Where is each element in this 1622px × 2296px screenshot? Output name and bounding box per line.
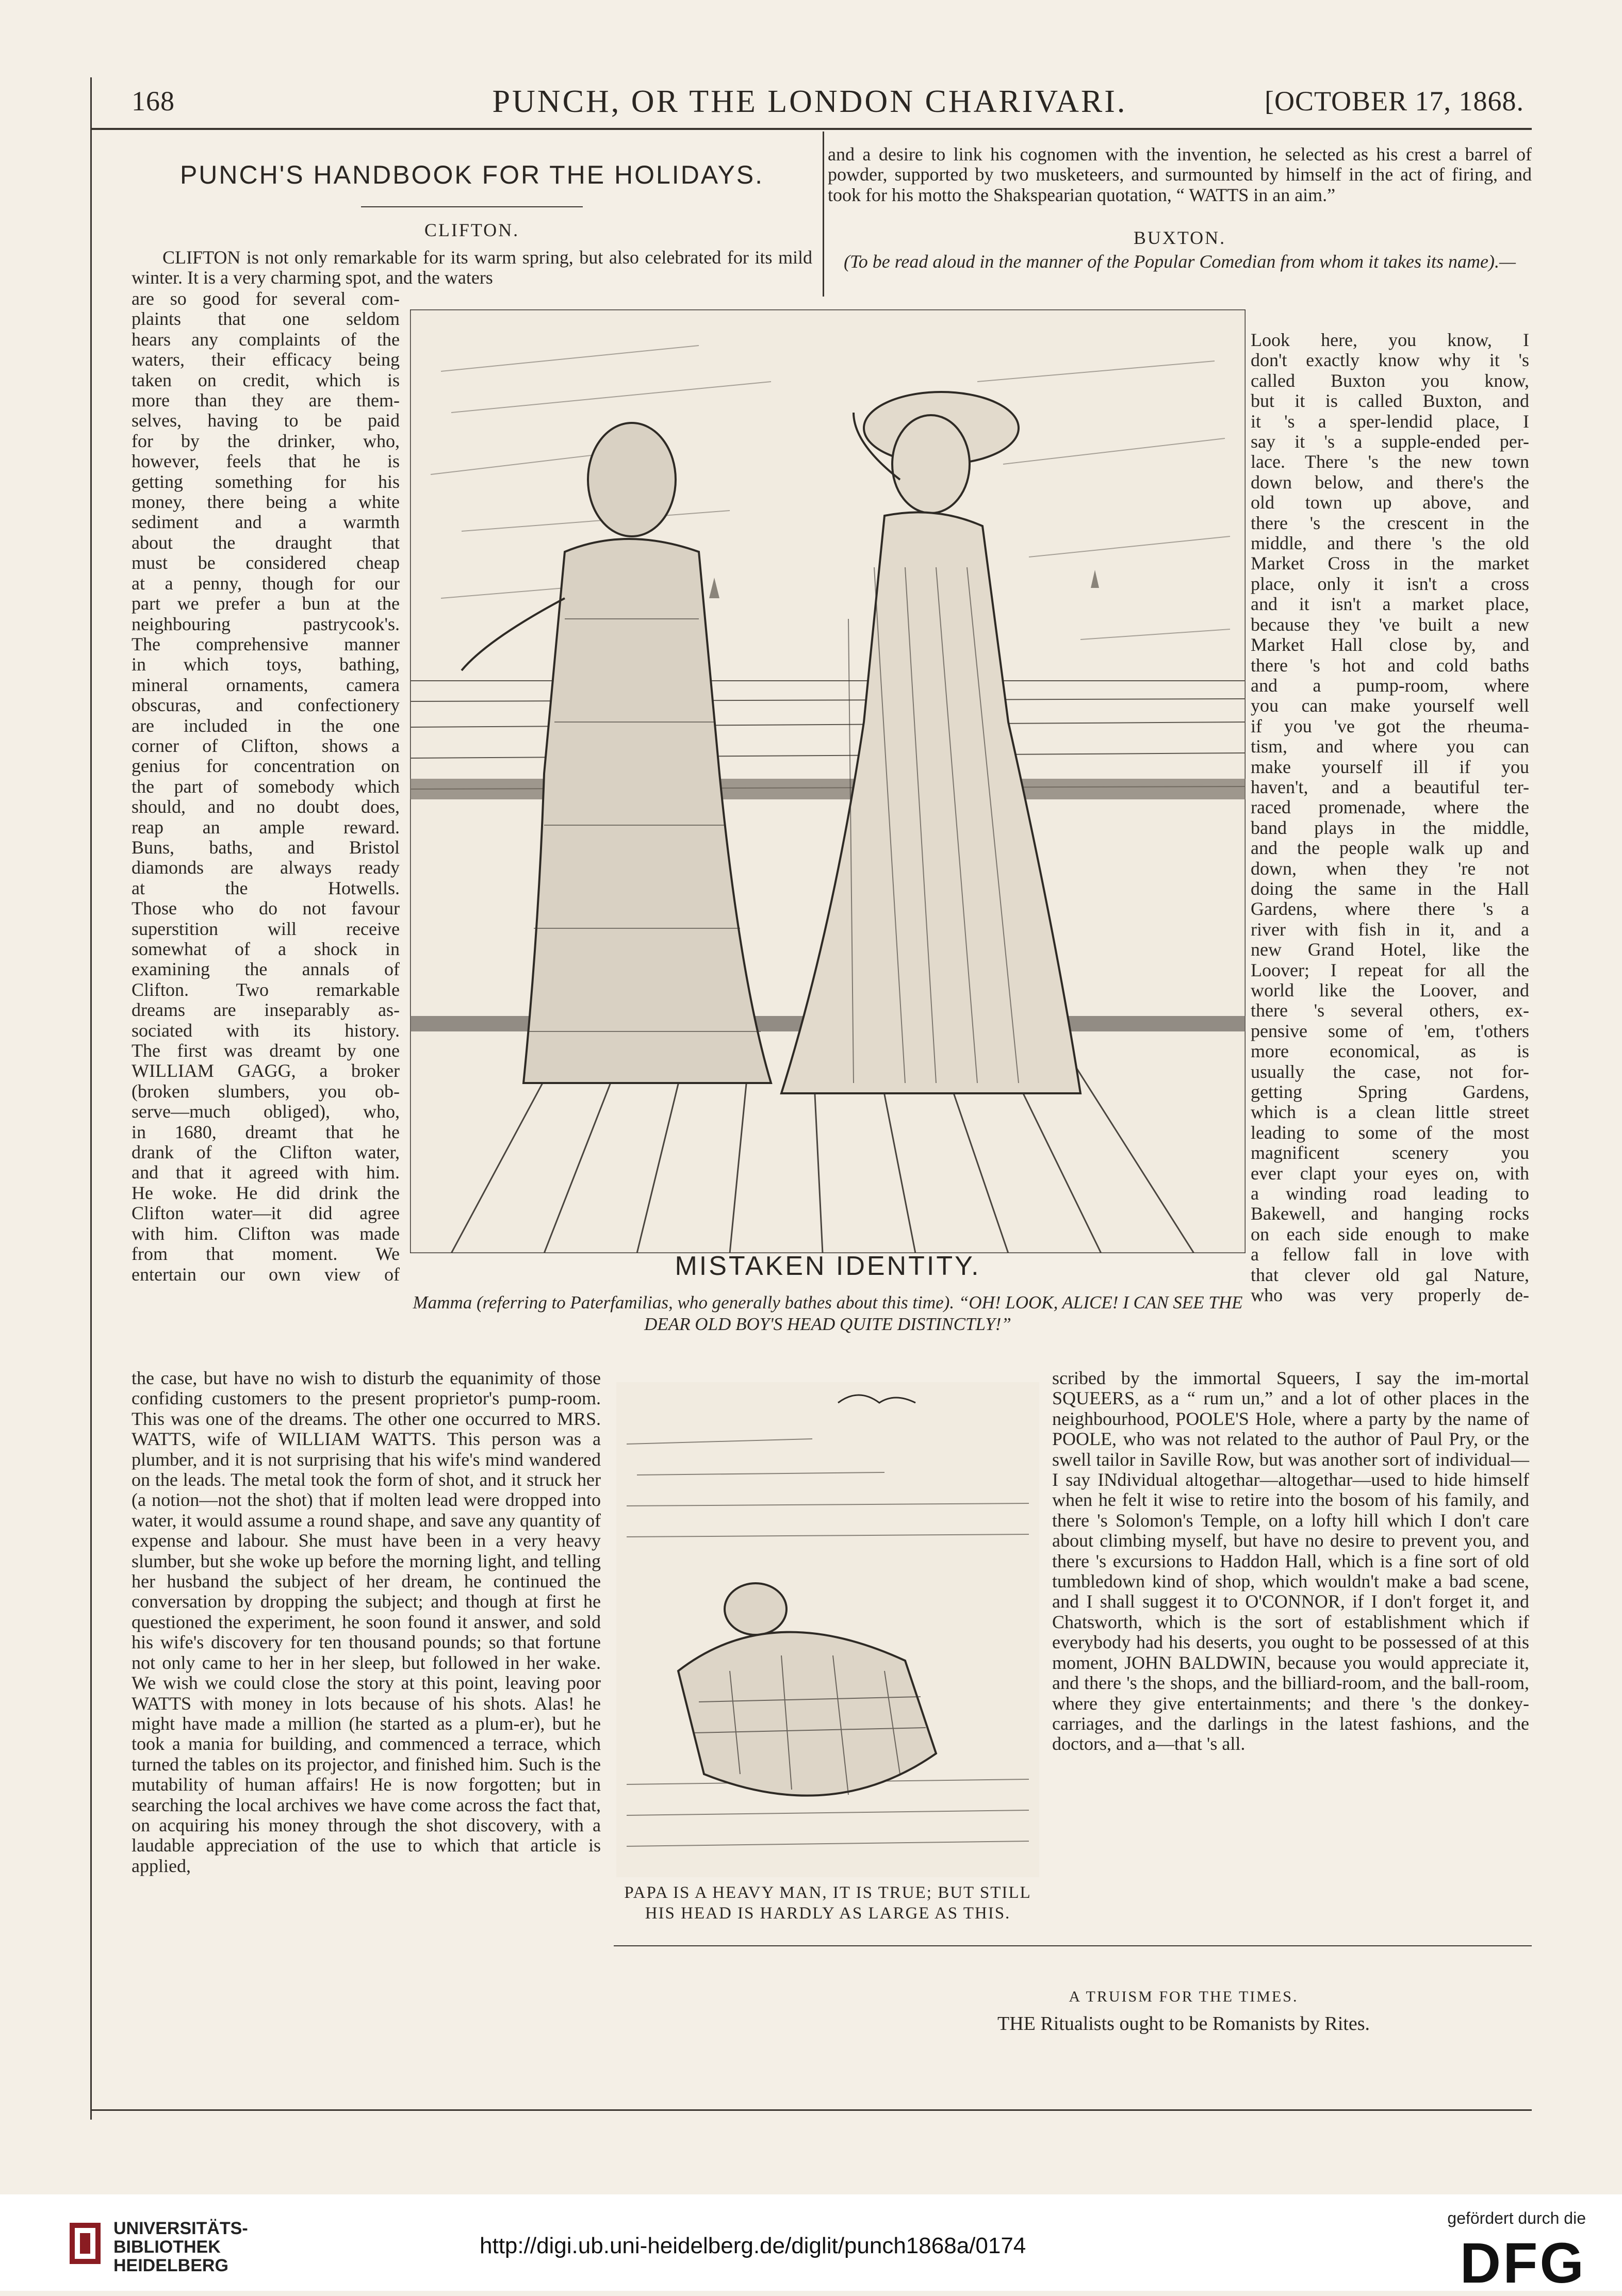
column-line: and a pump-room, where [1251,675,1529,696]
column-line: down below, and there's the [1251,472,1529,493]
column-line: a winding road leading to [1251,1184,1529,1204]
column-line: entertain our own view of [132,1264,400,1285]
page-header [90,77,1529,126]
watts-continuation: and a desire to link his cognomen with the invention, he selected as his crest a barrel of powder, supported by two musketeers, and surmounted by himself in the act of firing, and took for his motto the Shakspearian quotation, “ WATTS in an aim.” [828,144,1532,205]
header-rule [90,128,1532,130]
heavy-head-illustration [616,1382,1039,1877]
column-line: that clever old gal Nature, [1251,1265,1529,1285]
column-line: and that it agreed with him. [132,1162,400,1183]
column-line: are included in the one [132,715,400,736]
column-line: Those who do not favour [132,898,400,919]
column-line: diamonds are always ready [132,858,400,878]
column-line: Gardens, where there 's a [1251,899,1529,920]
column-line: Loover; I repeat for all the [1251,960,1529,980]
buxton-column [1251,330,1529,1306]
column-line: more economical, as is [1251,1041,1529,1062]
column-line: there 's the crescent in the [1251,513,1529,533]
column-line: say it 's a supple-ended per- [1251,432,1529,452]
column-line: in which toys, bathing, [132,654,400,675]
column-line: doing the same in the Hall [1251,878,1529,899]
column-line: corner of Clifton, shows a [132,735,400,756]
column-line: superstition will receive [132,919,400,939]
truism-title: A TRUISM FOR THE TIMES. [1069,1988,1299,2005]
column-line: plaints that one seldom [132,309,400,330]
column-line: must be considered cheap [132,553,400,573]
column-line: serve—much obliged), who, [132,1102,400,1122]
column-line: genius for concentration on [132,756,400,777]
column-line: taken on credit, which is [132,370,400,390]
column-line: from that moment. We [132,1244,400,1265]
clifton-title: CLIFTON. [424,220,520,240]
column-line: a fellow fall in love with [1251,1244,1529,1265]
column-line: haven't, and a beautiful ter- [1251,777,1529,797]
engraving-bathing-machine-head [616,1382,1039,1877]
column-line: The comprehensive manner [132,634,400,654]
bottom-rule [90,2109,1532,2111]
column-line: Bakewell, and hanging rocks [1251,1204,1529,1224]
column-line: tism, and where you can [1251,736,1529,757]
column-line: it 's a sper-lendid place, I [1251,411,1529,432]
column-line: about the draught that [132,532,400,553]
column-line: getting Spring Gardens, [1251,1082,1529,1103]
column-line: the part of somebody which [132,776,400,797]
column-line: waters, their efficacy being [132,350,400,370]
column-line: ever clapt your eyes on, with [1251,1163,1529,1184]
buxton-lower: scribed by the immortal Squeers, I say the im-mortal SQUEERS, as a “ rum un,” and a lot of other places in the neighbourhood, POOLE'S Hole, where a party by the name of POOLE, who was not related to the author of Paul Pry, or the swell tailor in Saville Row, but was another sort of individual—I say INdividual altogethar—altogethar—used to hide himself when he felt it wise to retire into the bosom of his family, and there 's Solomon's Temple, on a lofty hill which I don't care about climbing myself, but have no desire to prevent you, and there 's excursions to Haddon Hall, which is a fine sort of old tumbledown kind of shop, which wouldn't make a bad scene, and I shall suggest it to O'CONNOR, if I don't forget it, and Chatsworth, which is the sort of establishment which if everybody had his deserts, you ought to be possessed of at this moment, JOHN BALDWIN, because you would appreciate it, and there 's the shops, and the billiard-room, and the ball-room, where they give entertainments; and there 's the donkey-carriages, and the darlings in the latest fashions, and the doctors, and a—that 's all. [1052,1368,1529,1754]
institution-name: UNIVERSITÄTS- BIBLIOTHEK HEIDELBERG [113,2219,248,2275]
column-line: who was very properly de- [1251,1285,1529,1306]
university-logo-icon [67,2220,103,2267]
column-line: don't exactly know why it 's [1251,350,1529,371]
column-line: part we prefer a bun at the [132,594,400,614]
column-line: Clifton water—it did agree [132,1203,400,1224]
column-line: should, and no doubt does, [132,797,400,817]
column-line: hears any complaints of the [132,329,400,350]
column-line: more than they are them- [132,390,400,411]
column-line: Buns, baths, and Bristol [132,837,400,858]
column-line: in 1680, dreamt that he [132,1122,400,1142]
column-line: down, when they 're not [1251,858,1529,879]
clifton-intro: CLIFTON is not only remarkable for its warm spring, but also celebrated for its mild winter. It is a very charming spot, and the waters [132,247,812,288]
column-line: on each side enough to make [1251,1224,1529,1244]
column-line: at the Hotwells. [132,878,400,898]
column-line: somewhat of a shock in [132,939,400,959]
column-line: and it isn't a market place, [1251,594,1529,615]
column-line: because they 've built a new [1251,614,1529,635]
issue-date: [OCTOBER 17, 1868. [1264,86,1524,117]
column-line: middle, and there 's the old [1251,533,1529,554]
column-line: reap an ample reward. [132,817,400,838]
column-line: pensive some of 'em, t'others [1251,1021,1529,1041]
column-line: with him. Clifton was made [132,1223,400,1244]
column-line: river with fish in it, and a [1251,919,1529,940]
cartoon-caption: Mamma (referring to Paterfamilias, who generally bathes about this time). “OH! LOOK, ALICE! I CAN SEE THE DEAR OLD BOY'S HEAD QUITE DISTINCTLY!” [413,1292,1243,1334]
column-line: band plays in the middle, [1251,817,1529,838]
truism-text: THE Ritualists ought to be Romanists by Rites. [997,2013,1370,2035]
column-line: money, there being a white [132,492,400,513]
cartoon-title: MISTAKEN IDENTITY. [675,1251,981,1281]
lower-rule [614,1945,1532,1946]
column-line: selves, having to be paid [132,411,400,431]
column-line: getting something for his [132,471,400,492]
column-line: magnificent scenery you [1251,1143,1529,1163]
column-line: you can make yourself well [1251,696,1529,716]
column-line: mineral ornaments, camera [132,675,400,695]
column-line: dreams are inseparably as- [132,1000,400,1021]
column-line: old town up above, and [1251,493,1529,513]
column-line: The first was dreamt by one [132,1041,400,1061]
engraving-women-on-pier [410,309,1246,1253]
column-line: but it is called Buxton, and [1251,391,1529,412]
column-line: Market Cross in the market [1251,553,1529,574]
column-line: leading to some of the most [1251,1122,1529,1143]
column-line: Clifton. Two remarkable [132,979,400,1000]
column-divider [823,132,824,297]
small-cartoon-caption: PAPA IS A HEAVY MAN, IT IS TRUE; BUT STILL HIS HEAD IS HARDLY AS LARGE AS THIS. [624,1883,1031,1923]
column-line: at a penny, though for our [132,573,400,594]
masthead-title: PUNCH, OR THE LONDON CHARIVARI. [492,84,1127,119]
column-line: there 's hot and cold baths [1251,655,1529,676]
buxton-title: BUXTON. [1133,227,1226,248]
column-line: Look here, you know, I [1251,330,1529,350]
column-line: make yourself ill if you [1251,757,1529,777]
mistaken-identity-illustration [410,309,1246,1253]
source-url[interactable]: http://digi.ub.uni-heidelberg.de/diglit/punch1868a/0174 [480,2233,1026,2258]
column-line: if you 've got the rheuma- [1251,716,1529,736]
column-line: Market Hall close by, and [1251,635,1529,655]
digitization-footer [0,2194,1622,2295]
column-line: He woke. He did drink the [132,1183,400,1203]
column-line: are so good for several com- [132,289,400,309]
column-line: however, feels that he is [132,451,400,472]
column-line: usually the case, not for- [1251,1061,1529,1082]
column-line: sociated with its history. [132,1020,400,1041]
column-line: sediment and a warmth [132,512,400,533]
left-border [90,77,92,2120]
column-line: raced promenade, where the [1251,797,1529,818]
buxton-intro: (To be read aloud in the manner of the Popular Comedian from whom it takes its name).— [844,251,1516,272]
dfg-logo: DFG [1460,2232,1586,2295]
clifton-lower: the case, but have no wish to disturb the equanimity of those confiding customers to the present proprietor's pump-room. This was one of the dreams. The other one occurred to MRS. WATTS, wife of WILLIAM WATTS. This person was a plumber, and it is not surprising that his wife's mind wandered on the leads. The metal took the form of shot, and it struck her (a notion—not the shot) that if molten lead were dropped into water, it would assume a round shape, and save any quantity of expense and labour. She must have been in a very heavy slumber, but she woke up before the morning light, and telling her husband the subject of her dream, he continued the conversation by dropping the subject; and though at first he questioned the experiment, he soon found it answer, and sold his wife's discovery for ten thousand pounds; so that fortune not only came to her in her sleep, but followed in her wake. We wish we could close the story at this point, leaving poor WATTS with money in lots because of his shots. Alas! he might have made a million (he started as a plum-er), but he took a mania for building, and commenced a terrace, which turned the tables on its projector, and finished him. Such is the mutability of human affairs! He is now forgotten; but in searching the local archives we have come across the fact that, on acquiring his money through the shot discovery, with a laudable appreciation of the use to which that article is applied, [132,1368,601,1876]
funding-note: gefördert durch die [1447,2209,1586,2227]
heading-separator [361,206,583,207]
column-line: WILLIAM GAGG, a broker [132,1061,400,1081]
article-heading: PUNCH'S HANDBOOK FOR THE HOLIDAYS. [179,160,764,189]
column-line: and the people walk up and [1251,838,1529,859]
column-line: examining the annals of [132,959,400,980]
column-line: for by the drinker, who, [132,431,400,451]
column-line: called Buxton you know, [1251,370,1529,391]
column-line: which is a clean little street [1251,1102,1529,1123]
column-line: lace. There 's the new town [1251,452,1529,472]
column-line: place, only it isn't a cross [1251,573,1529,594]
column-line: drank of the Clifton water, [132,1142,400,1163]
clifton-column [132,289,400,1285]
column-line: new Grand Hotel, like the [1251,940,1529,960]
page-number: 168 [132,86,175,117]
column-line: there 's several others, ex- [1251,1001,1529,1021]
column-line: world like the Loover, and [1251,980,1529,1001]
column-line: neighbouring pastrycook's. [132,614,400,634]
column-line: (broken slumbers, you ob- [132,1081,400,1102]
column-line: obscuras, and confectionery [132,695,400,716]
